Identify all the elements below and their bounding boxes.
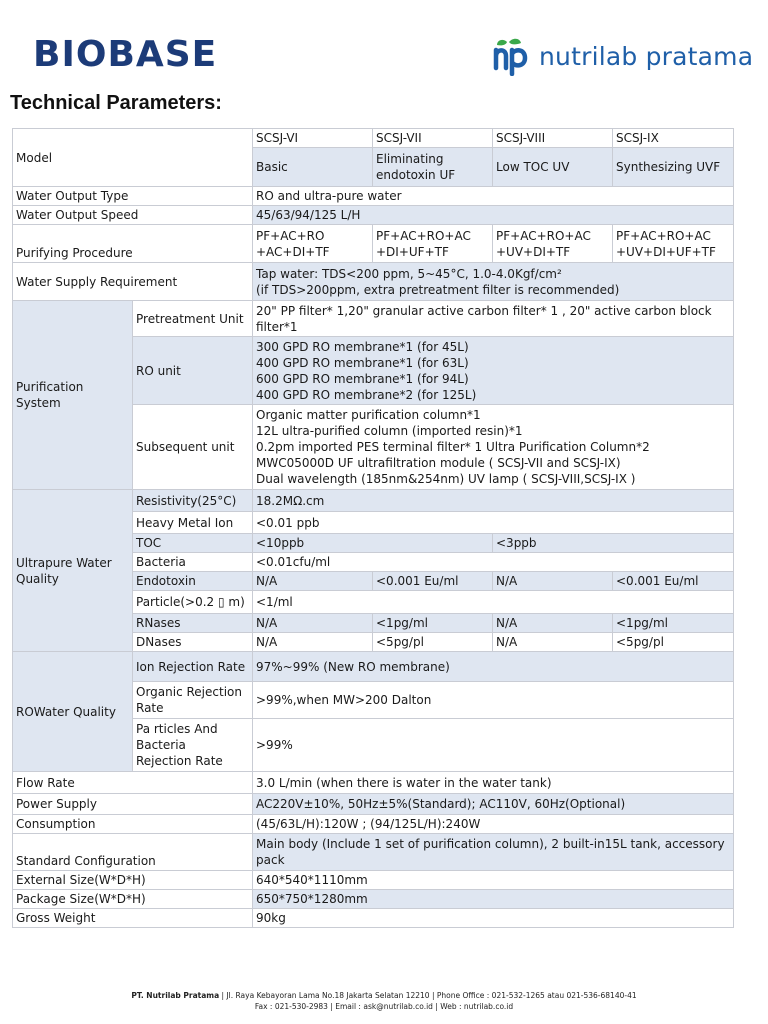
footer-contact-line: Fax : 021-530-2983 | Email : ask@nutrilab.co.id | Web : nutrilab.co.id (254, 1002, 514, 1011)
row-value: <0.001 Eu/ml (373, 572, 493, 591)
footer-address-line (0, 990, 768, 1001)
row-value: <1/ml (253, 591, 734, 614)
nutrilab-wordmark: nutrilab pratama (539, 41, 754, 71)
model-type: Synthesizing UVF (613, 148, 734, 187)
table-row (13, 652, 734, 682)
row-label: Water Supply Requirement (13, 263, 253, 301)
table-row (13, 263, 734, 301)
row-value: 20" PP filter* 1,20" granular active carbon filter* 1 , 20" active carbon block filter*1 (253, 301, 734, 337)
row-label: Power Supply (13, 794, 253, 815)
technical-parameters-table (12, 128, 734, 928)
procedure-cell: PF+AC+RO+AC +DI+UF+TF (373, 225, 493, 263)
row-value: <5pg/pl (373, 633, 493, 652)
row-value: <1pg/ml (373, 614, 493, 633)
sub-label: TOC (133, 534, 253, 553)
row-value: RO and ultra-pure water (253, 187, 734, 206)
table-row (13, 794, 734, 815)
model-row (13, 129, 734, 148)
table-row (13, 490, 734, 512)
row-label: External Size(W*D*H) (13, 871, 253, 890)
row-value: >99%,when MW>200 Dalton (253, 682, 734, 719)
row-value: 90kg (253, 909, 734, 928)
sub-label: Endotoxin (133, 572, 253, 591)
model-type: Basic (253, 148, 373, 187)
np-leaf-logo-icon (493, 36, 533, 76)
sub-label: Ion Rejection Rate (133, 652, 253, 682)
row-value: 300 GPD RO membrane*1 (for 45L) 400 GPD RO membrane*1 (for 63L) 600 GPD RO membrane*1 (for 94L) 400 GPD RO membrane*2 (for 125L) (253, 337, 734, 405)
row-label: Purifying Procedure (13, 225, 253, 263)
model-type: Eliminating endotoxin UF (373, 148, 493, 187)
row-value: 640*540*1110mm (253, 871, 734, 890)
row-label: Gross Weight (13, 909, 253, 928)
model-name: SCSJ-VI (253, 129, 373, 148)
model-name: SCSJ-VII (373, 129, 493, 148)
table-row (13, 871, 734, 890)
row-value: <1pg/ml (613, 614, 734, 633)
row-value: 97%~99% (New RO membrane) (253, 652, 734, 682)
sub-label: RO unit (133, 337, 253, 405)
table-row (13, 206, 734, 225)
sub-label: Particle(>0.2 ▯ m) (133, 591, 253, 614)
row-value: N/A (253, 614, 373, 633)
row-value: <0.001 Eu/ml (613, 572, 734, 591)
row-label: Package Size(W*D*H) (13, 890, 253, 909)
row-value: (45/63L/H):120W ; (94/125L/H):240W (253, 815, 734, 834)
model-label: Model (13, 129, 253, 187)
row-value: <0.01 ppb (253, 512, 734, 534)
row-value: N/A (253, 633, 373, 652)
page-title: Technical Parameters: (10, 92, 222, 114)
row-value: N/A (493, 614, 613, 633)
table-row (13, 301, 734, 337)
model-name: SCSJ-IX (613, 129, 734, 148)
row-label: Water Output Speed (13, 206, 253, 225)
row-label: Water Output Type (13, 187, 253, 206)
row-label: Standard Configuration (13, 834, 253, 871)
row-value: <0.01cfu/ml (253, 553, 734, 572)
table-row (13, 187, 734, 206)
row-label: Consumption (13, 815, 253, 834)
nutrilab-logo (493, 36, 753, 76)
ro-water-quality-label: ROWater Quality (13, 652, 133, 772)
biobase-logo: BIOBASE (33, 34, 218, 75)
row-value: 45/63/94/125 L/H (253, 206, 734, 225)
table-row (13, 909, 734, 928)
row-value: N/A (493, 572, 613, 591)
row-value: <3ppb (493, 534, 734, 553)
sub-label: Bacteria (133, 553, 253, 572)
row-value: N/A (253, 572, 373, 591)
table-row (13, 815, 734, 834)
page-header (0, 0, 768, 90)
sub-label: Pretreatment Unit (133, 301, 253, 337)
ultrapure-quality-label: Ultrapure Water Quality (13, 490, 133, 652)
row-value: Organic matter purification column*1 12L ultra-purified column (imported resin)*1 0.2pm imported PES terminal filter* 1 Ultra Purification Column*2 MWC05000D UF ultrafiltration module ( SCSJ-VII and SCSJ-IX) Dual wavelength (185nm&254nm) UV lamp ( SCSJ-VIII,SCSJ-IX ) (253, 405, 734, 490)
row-value: Main body (Include 1 set of purification column), 2 built-in15L tank, accessory pack (253, 834, 734, 871)
row-value: Tap water: TDS<200 ppm, 5~45°C, 1.0-4.0Kgf/cm² (if TDS>200ppm, extra pretreatment filter is recommended) (253, 263, 734, 301)
procedure-cell: PF+AC+RO+AC +UV+DI+TF (493, 225, 613, 263)
row-value: AC220V±10%, 50Hz±5%(Standard); AC110V, 60Hz(Optional) (253, 794, 734, 815)
row-value: 3.0 L/min (when there is water in the water tank) (253, 772, 734, 794)
row-value: <5pg/pl (613, 633, 734, 652)
sub-label: Resistivity(25°C) (133, 490, 253, 512)
model-name: SCSJ-VIII (493, 129, 613, 148)
row-value: 650*750*1280mm (253, 890, 734, 909)
table-row (13, 834, 734, 871)
sub-label: Organic Rejection Rate (133, 682, 253, 719)
footer-company: PT. Nutrilab Pratama (131, 991, 220, 1000)
row-value: <10ppb (253, 534, 493, 553)
table-row (13, 225, 734, 263)
sub-label: Subsequent unit (133, 405, 253, 490)
row-value: >99% (253, 719, 734, 772)
sub-label: RNases (133, 614, 253, 633)
row-value: 18.2MΩ.cm (253, 490, 734, 512)
page-footer (0, 990, 768, 1012)
procedure-cell: PF+AC+RO +AC+DI+TF (253, 225, 373, 263)
sub-label: DNases (133, 633, 253, 652)
table-row (13, 890, 734, 909)
sub-label: Pa rticles And Bacteria Rejection Rate (133, 719, 253, 772)
sub-label: Heavy Metal Ion (133, 512, 253, 534)
model-type: Low TOC UV (493, 148, 613, 187)
purification-system-label: Purification System (13, 301, 133, 490)
row-value: N/A (493, 633, 613, 652)
footer-address: | Jl. Raya Kebayoran Lama No.18 Jakarta Selatan 12210 | Phone Office : 021-532-1265 atau 021-536-68140-41 (219, 991, 637, 1000)
table-row (13, 772, 734, 794)
row-label: Flow Rate (13, 772, 253, 794)
procedure-cell: PF+AC+RO+AC +UV+DI+UF+TF (613, 225, 734, 263)
